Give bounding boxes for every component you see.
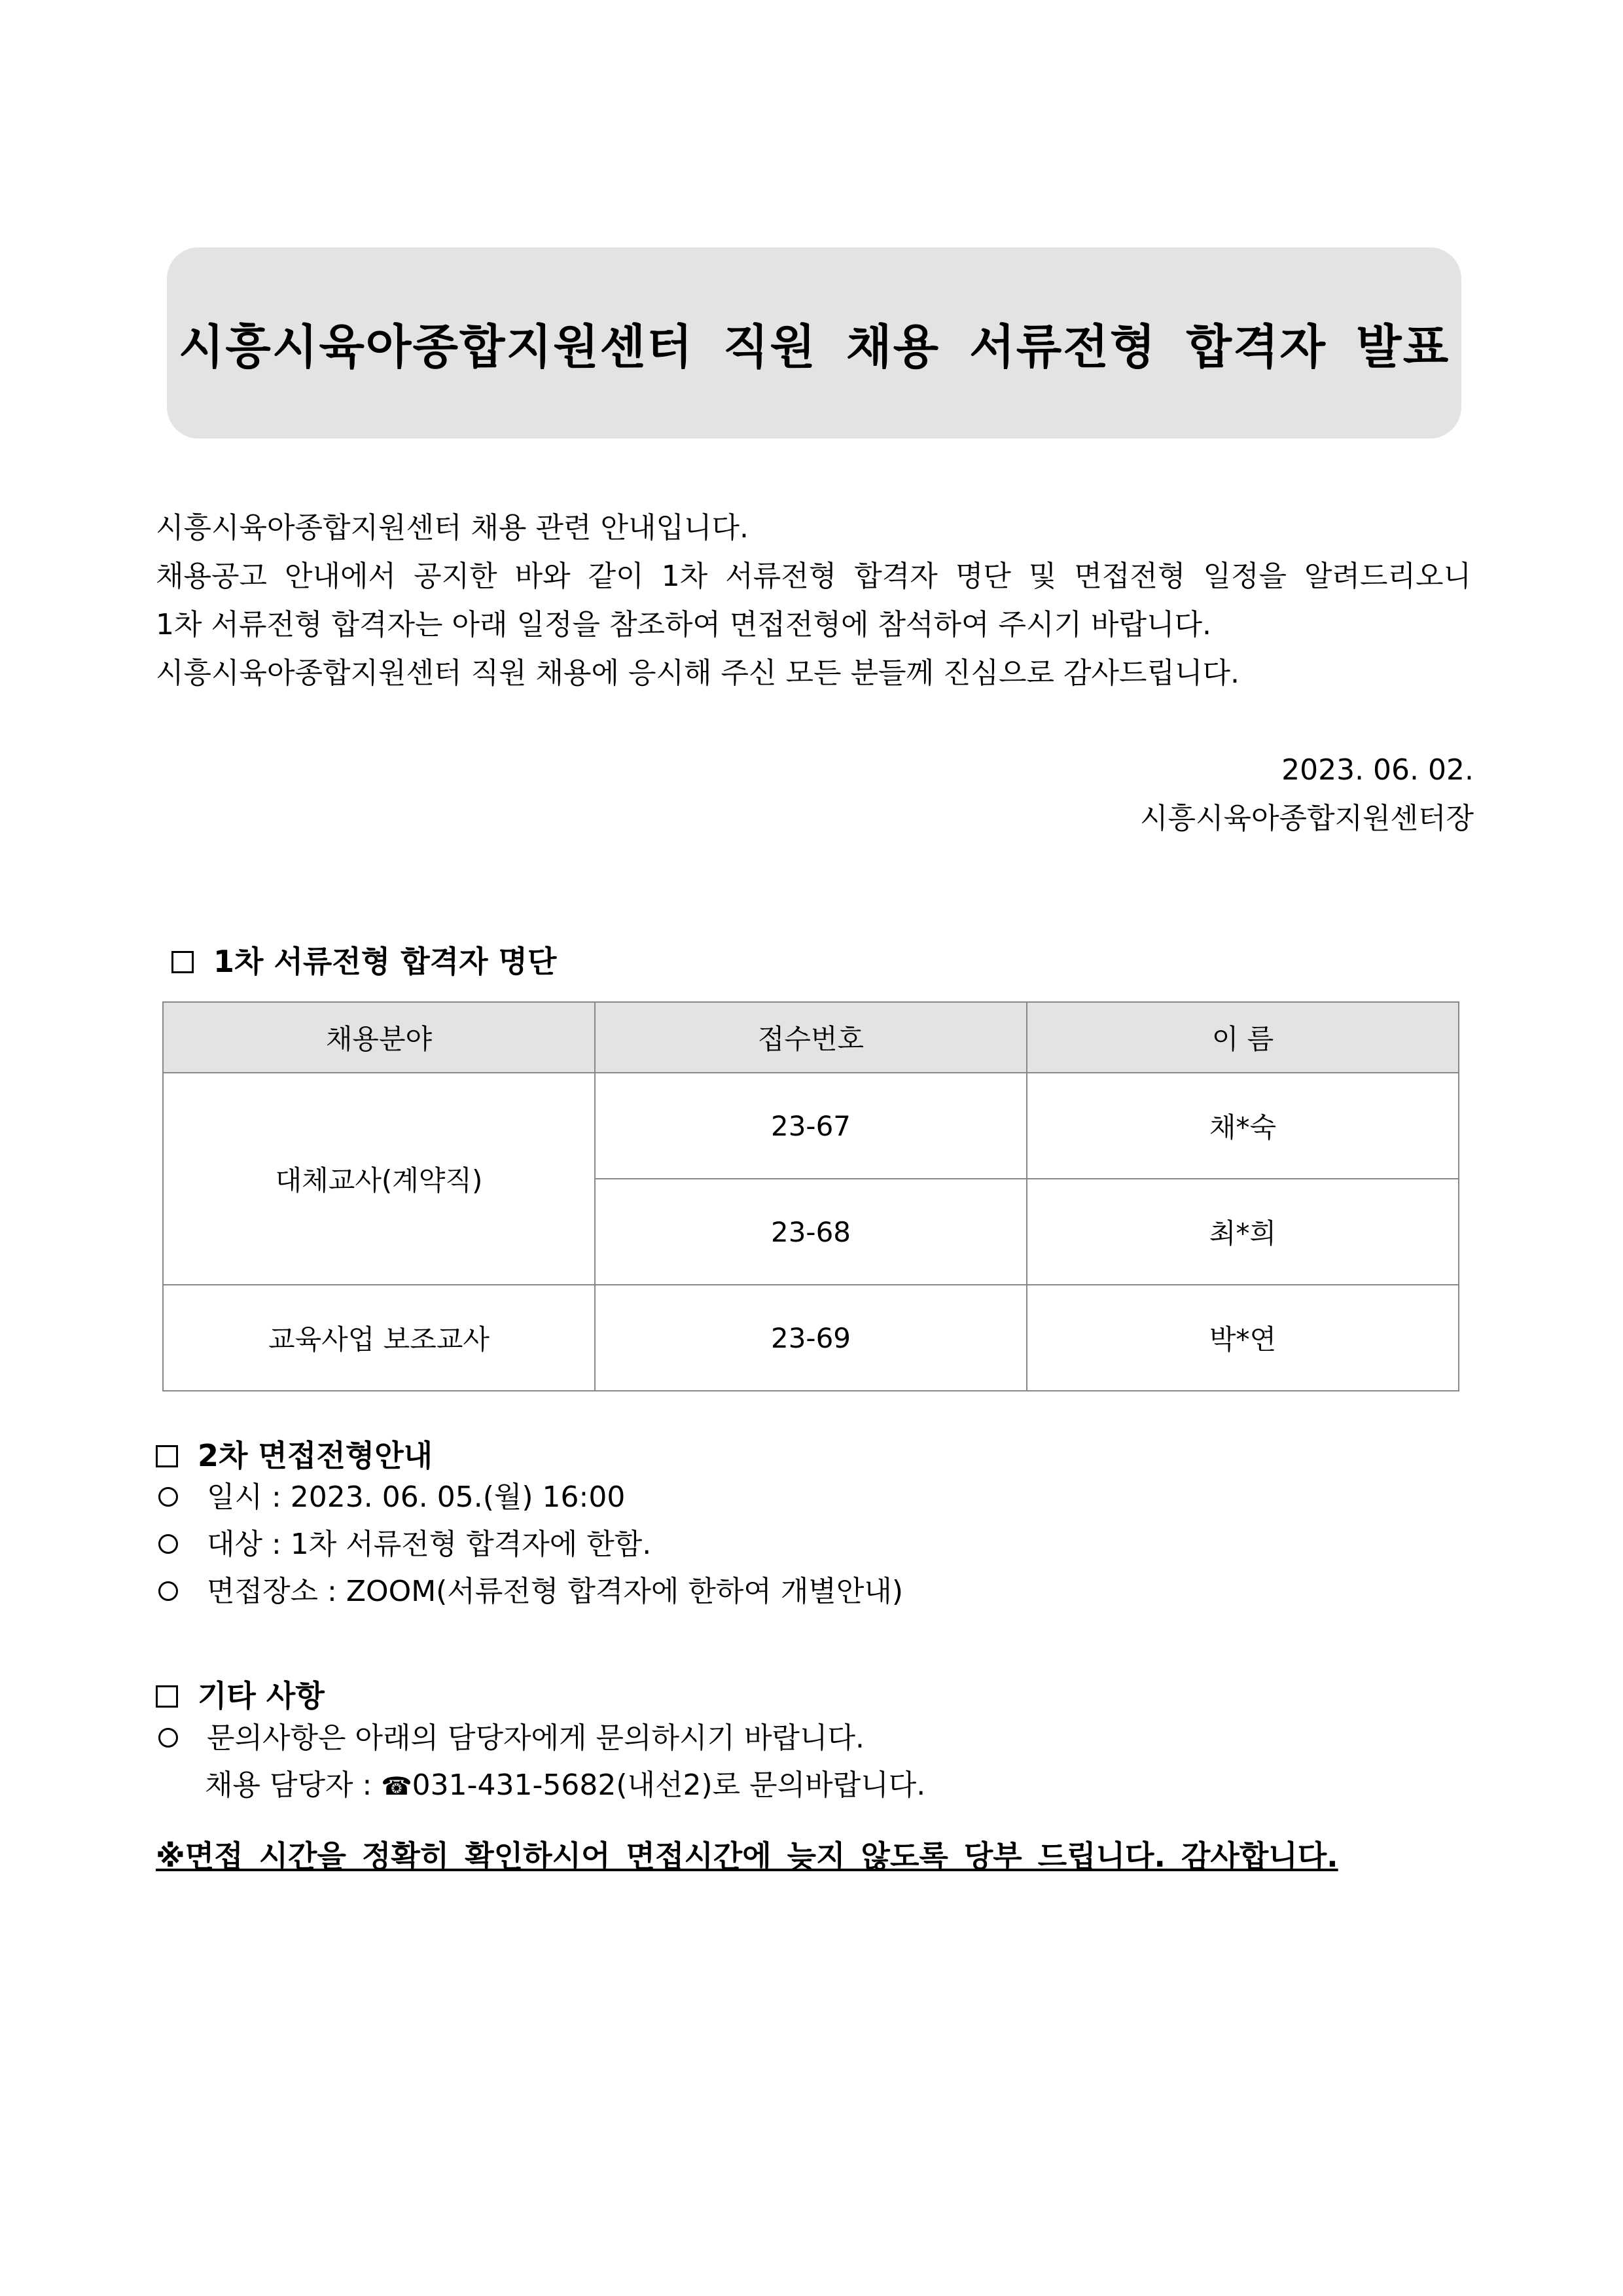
section-heading-text: 1차 서류전형 합격자 명단: [213, 944, 557, 979]
signer: 시흥시육아종합지원센터장: [1139, 802, 1474, 835]
table-row: [163, 1073, 1459, 1179]
name-cell: 박*연: [1027, 1285, 1459, 1391]
checkbox-square-icon: [171, 951, 194, 973]
field-cell: 대체교사(계약직): [163, 1073, 595, 1285]
etc-info-list: [156, 1715, 925, 1809]
list-item: 면접장소 : ZOOM(서류전형 합격자에 한하여 개별안내): [156, 1568, 903, 1615]
number-cell: 23-67: [595, 1073, 1027, 1179]
column-header: 접수번호: [595, 1002, 1027, 1073]
table-row: [163, 1285, 1459, 1391]
list-item: 문의사항은 아래의 담당자에게 문의하시기 바랍니다.: [156, 1715, 925, 1762]
field-cell: 교육사업 보조교사: [163, 1285, 595, 1391]
intro-line: 채용공고 안내에서 공지한 바와 같이 1차 서류전형 합격자 명단 및 면접전형 일정을 알려드리오니: [156, 560, 1471, 593]
intro-line: 시흥시육아종합지원센터 직원 채용에 응시해 주신 모든 분들께 진심으로 감사드립니다.: [156, 656, 1240, 690]
bullet-circle-icon: [158, 1581, 178, 1601]
section-heading-passers: [171, 938, 556, 981]
list-item: 대상 : 1차 서류전형 합격자에 한함.: [156, 1521, 903, 1568]
name-cell: 최*희: [1027, 1179, 1459, 1285]
contact-line: 채용 담당자 : ☎031-431-5682(내선2)로 문의바랍니다.: [205, 1768, 926, 1802]
column-header: 이 름: [1027, 1002, 1459, 1073]
checkbox-square-icon: [156, 1685, 178, 1708]
signature-block: [1140, 746, 1474, 843]
bullet-circle-icon: [158, 1487, 178, 1507]
table-header-row: [163, 1002, 1459, 1073]
list-item: 일시 : 2023. 06. 05.(월) 16:00: [156, 1474, 903, 1521]
intro-line: 1차 서류전형 합격자는 아래 일정을 참조하여 면접전형에 참석하여 주시기 바랍니다.: [156, 608, 1211, 641]
section-heading-text: 2차 면접전형안내: [198, 1438, 433, 1473]
bullet-circle-icon: [158, 1534, 178, 1554]
number-cell: 23-68: [595, 1179, 1027, 1285]
intro-paragraph: [156, 504, 1471, 698]
checkbox-square-icon: [156, 1445, 178, 1467]
section-heading-interview: [156, 1432, 433, 1475]
phone-icon: ☎: [381, 1772, 412, 1801]
bullet-circle-icon: [158, 1728, 178, 1748]
column-header: 채용분야: [163, 1002, 595, 1073]
closing-notice: ※면접 시간을 정확히 확인하시어 면접시간에 늦지 않도록 당부 드립니다. 감사합니다.: [156, 1839, 1338, 1874]
interview-info-list: [156, 1474, 903, 1615]
announcement-date: 2023. 06. 02.: [1281, 753, 1474, 787]
page-title: 시흥시육아종합지원센터 직원 채용 서류전형 합격자 발표: [178, 319, 1450, 374]
section-heading-text: 기타 사항: [198, 1678, 325, 1713]
number-cell: 23-69: [595, 1285, 1027, 1391]
intro-line: 시흥시육아종합지원센터 채용 관련 안내입니다.: [156, 511, 749, 545]
title-box: [167, 247, 1461, 439]
passer-table: [162, 1001, 1459, 1391]
name-cell: 채*숙: [1027, 1073, 1459, 1179]
section-heading-etc: [156, 1672, 325, 1715]
